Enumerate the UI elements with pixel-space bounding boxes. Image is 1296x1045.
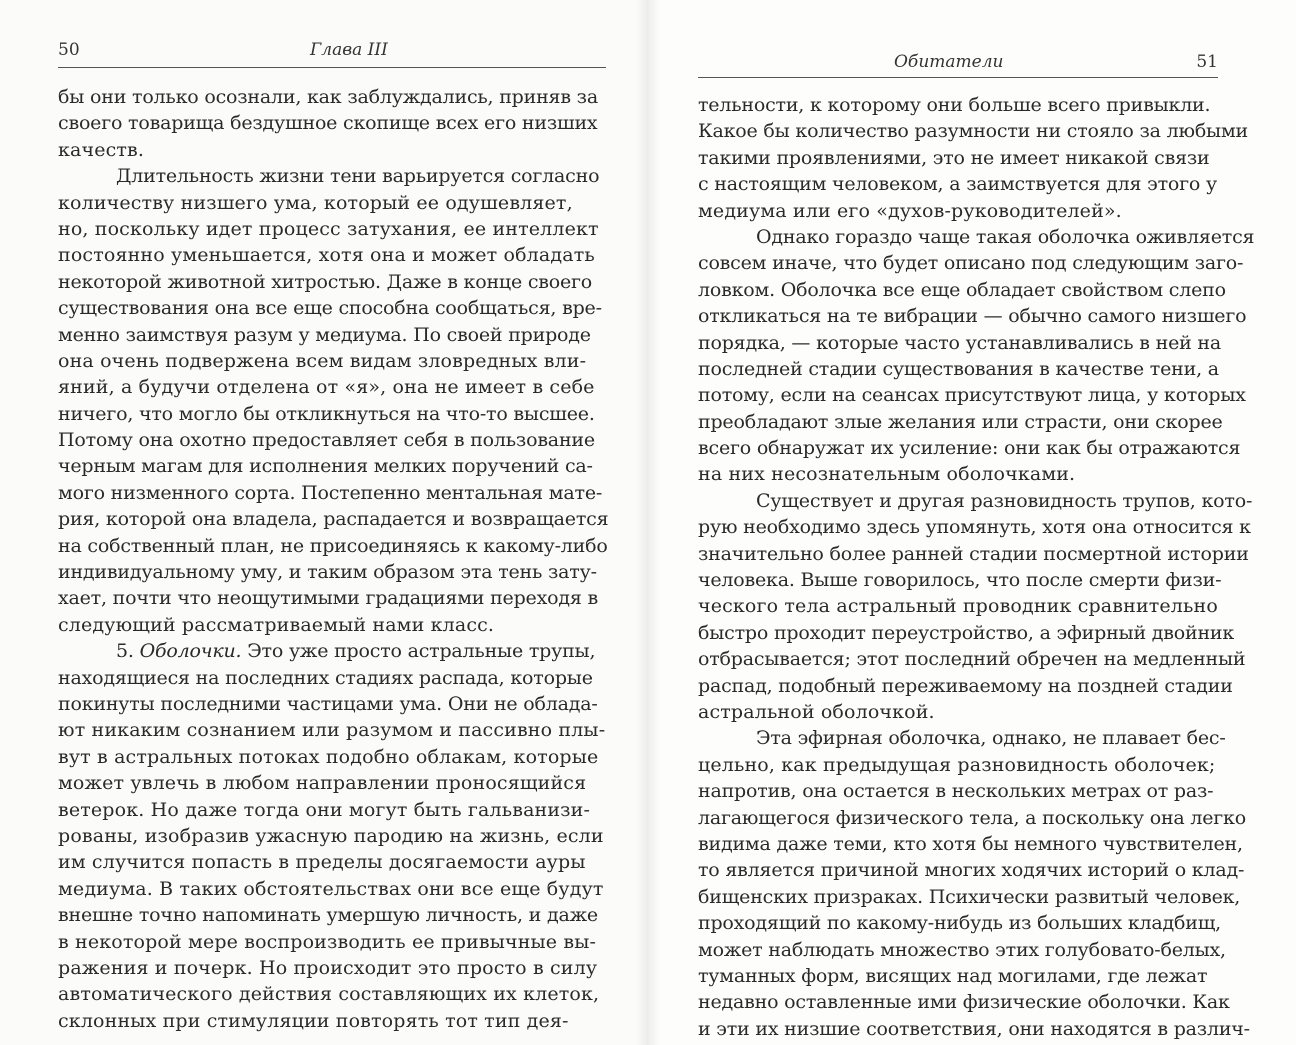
text-line: она очень подвержена всем видам зловредных вли- [58,349,587,372]
text-line: находящиеся на последних стадиях распада, которые [58,666,593,689]
text-line: и эти их низшие соответствия, они находятся в различ- [698,1017,1250,1040]
left-running-header [58,40,606,68]
right-running-head: Обитатели [894,52,1004,72]
text-line: внешне точно напоминать умершую личность, и даже [58,904,598,927]
text-line [58,638,606,664]
text-line: потому, если на сеансах присутствуют лица, у которых [698,384,1246,407]
text-line: тельности, к которому они больше всего привыкли. [698,94,1211,116]
left-page-number: 50 [58,40,80,60]
text-line: откликаться на те вибрации — обычно самого низшего [698,305,1247,328]
text-line: рия, которой она владела, распадается и возвращается [58,508,609,531]
text-line: ничего, что могло бы откликнуться на что-то высшее. [58,402,595,425]
text-line: ражения и почерк. Но происходит это просто в силу [58,956,598,979]
text-line: черным магам для исполнения мелких поручений са- [58,455,593,478]
text-line: рованы, изобразив ужасную пародию на жизнь, если [58,824,604,847]
text-line: последней стадии существования в качестве тени, а [698,357,1219,380]
text-line: на них несознательным оболочками. [698,463,1076,486]
text-line: Эта эфирная оболочка, однако, не плавает бес- [756,727,1226,750]
text-line: Потому она охотно предоставляет себя в пользование [58,429,595,452]
left-running-head: Глава III [310,40,388,60]
text-line: быстро проходит переустройство, а эфирный двойник [698,621,1235,644]
left-header-rule [58,67,606,68]
text-line: следующий рассматриваемый нами класс. [58,613,495,636]
text-line: вут в астральных потоках подобно облакам, которые [58,745,599,768]
text-line: медиума. В таких обстоятельствах они все еще будут [58,877,604,900]
right-header-rule [698,77,1218,78]
text-line: Однако гораздо чаще такая оболочка оживляется [756,225,1255,248]
text-line: проходящий по какому-нибудь из больших кладбищ, [698,912,1222,935]
text-line: преобладают злые желания или страсти, они скорее [698,410,1223,433]
text-line: постоянно уменьшается, хотя она и может обладать [58,244,595,267]
text-line: порядка, — которые часто устанавливались в ней на [698,331,1222,354]
text-line: яний, а будучи отделена от «я», она не имеет в себе [58,376,595,399]
section-number: 5. [116,640,140,663]
text-line: совсем иначе, что будет описано под следующим заго- [698,252,1244,275]
section-heading: Оболочки. [139,640,242,663]
text-line: бы они только осознали, как заблуждались, приняв за [58,86,598,108]
right-page [648,0,1296,1045]
text-line: рую необходимо здесь упомянуть, хотя она относится к [698,516,1251,539]
text-line: в некоторой мере воспроизводить ее привычные вы- [58,930,597,953]
text-line: лагающегося физического тела, а поскольку она легко [698,806,1246,829]
text-line: ют никаким сознанием или разумом и пассивно плы- [58,719,606,742]
book-gutter [636,0,660,1045]
text-line: значительно более ранней стадии посмертной истории [698,542,1249,565]
text-line: то является причиной многих ходячих историй о клад- [698,859,1245,882]
left-body-text [58,84,609,1034]
text-line: Длительность жизни тени варьируется согласно [116,165,600,188]
right-page-number: 51 [1196,52,1218,72]
text-line: автоматического действия составляющих их клеток, [58,983,600,1006]
text-line: недавно оставленные ими физические оболочки. Как [698,991,1230,1014]
text-line: своего товарища бездушное скопище всех его низших [58,112,598,135]
text-line: количеству низшего ума, который ее одушевляет, [58,191,573,214]
text-line: склонных при стимуляции повторять тот тип дея- [58,1009,569,1032]
text-line: но, поскольку идет процесс затухания, ее интеллект [58,217,599,240]
text-line: менно заимствуя разум у медиума. По своей природе [58,323,591,346]
text-line: видима даже теми, кто хотя бы немного чувствителен, [698,832,1243,855]
text-line: существования она все еще способна сообщаться, вре- [58,297,602,320]
text-line: им случится попасть в пределы досягаемости ауры [58,851,586,874]
text-line: Существует и другая разновидность трупов, кото- [756,489,1253,512]
text-line: отбрасывается; этот последний обречен на медленный [698,648,1246,671]
text-line: мого низменного сорта. Постепенно ментальная мате- [58,481,603,504]
text-line: качеств. [58,138,145,161]
text-line: ловком. Оболочка все еще обладает свойством слепо [698,278,1226,301]
line-text: Это уже просто астральные трупы, [241,640,596,663]
text-line: ветерок. Но даже тогда они могут быть гальванизи- [58,798,591,821]
right-body-text [698,92,1255,1042]
text-line: может наблюдать множество этих голубовато-белых, [698,938,1226,961]
text-line: медиума или его «духов-руководителей». [698,199,1122,222]
text-line: может увлечь в любом направлении проносящийся [58,772,587,795]
text-line: покинуты последними частицами ума. Они не облада- [58,692,598,715]
text-line: астральной оболочкой. [698,700,935,723]
text-line: некоторой животной хитростью. Даже в конце своего [58,270,593,293]
text-line: напротив, она остается в нескольких метрах от раз- [698,780,1214,803]
text-line: человека. Выше говорилось, что после смерти физи- [698,569,1222,592]
text-line: ческого тела астральный проводник сравнительно [698,595,1218,618]
text-line: цельно, как предыдущая разновидность оболочек; [698,753,1216,776]
text-line: распад, подобный переживаемому на поздней стадии [698,674,1233,697]
text-line: бищенских призраках. Психически развитый человек, [698,885,1241,908]
text-line: хает, почти что неощутимыми градациями переходя в [58,587,598,610]
text-line: туманных форм, висящих над могилами, где лежат [698,964,1208,987]
text-line: Какое бы количество разумности ни стояло за любыми [698,120,1249,143]
text-line: с настоящим человеком, а заимствуется для этого у [698,173,1217,196]
text-line: индивидуальному уму, и таким образом эта тень зату- [58,561,597,584]
text-line: на собственный план, не присоединяясь к какому-либо [58,534,608,557]
text-line: всего обнаружат их усиление: они как бы отражаются [698,437,1241,460]
text-line: такими проявлениями, это не имеет никакой связи [698,146,1210,169]
right-running-header [698,52,1218,78]
